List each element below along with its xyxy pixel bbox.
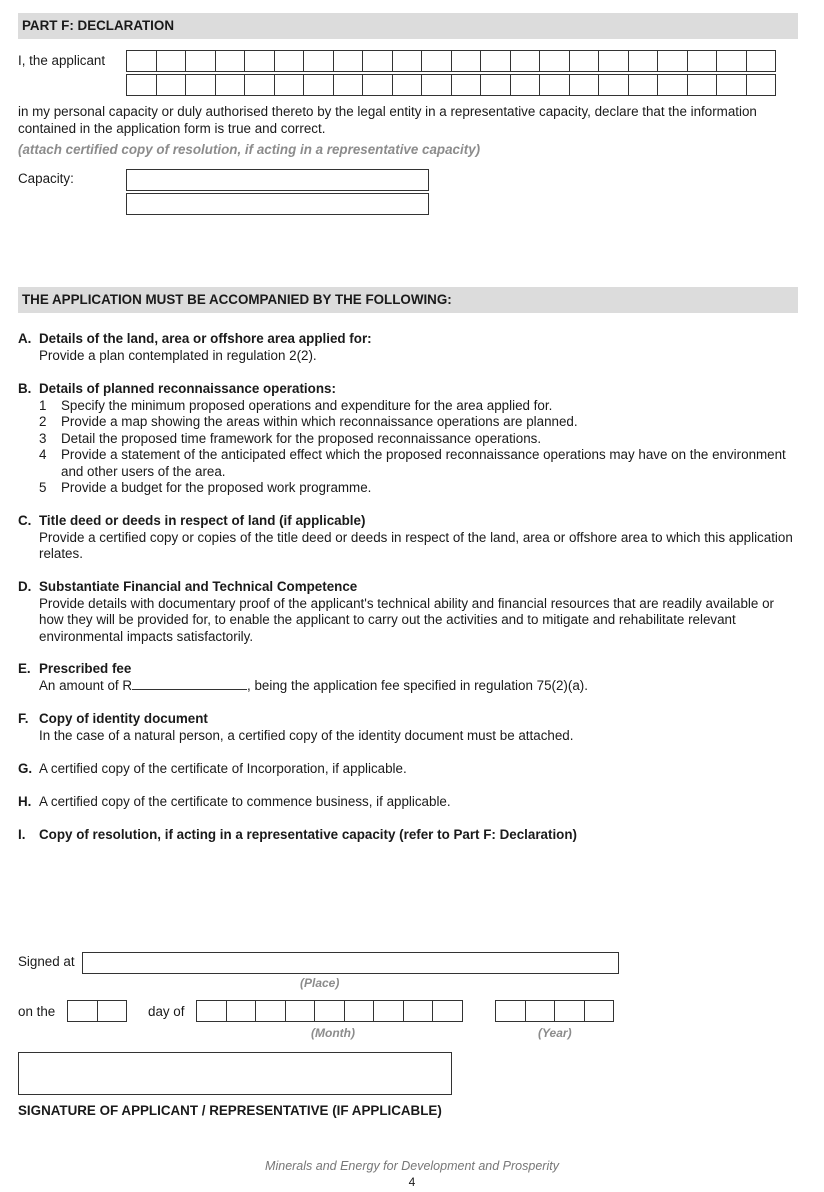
requirement-e [18,661,798,694]
declaration-statement: in my personal capacity or duly authorised thereto by the legal entity in a representative capacity, declare that the information contained in the application form is true and correct. [18,104,757,136]
requirement-i [18,827,798,844]
char-cell[interactable] [255,1000,286,1022]
year-grid[interactable] [495,1000,614,1022]
item-body: In the case of a natural person, a certified copy of the identity document must be attached. [39,727,574,743]
sub-item-text: Provide a budget for the proposed work programme. [61,480,372,495]
part-f-header: PART F: DECLARATION [18,13,798,39]
char-cell[interactable] [97,1000,128,1022]
item-letter: D. [18,579,32,594]
char-cell[interactable] [344,1000,375,1022]
char-cell[interactable] [510,74,541,96]
attach-note: (attach certified copy of resolution, if acting in a representative capacity) [18,142,481,157]
item-letter: B. [18,381,32,396]
char-cell[interactable] [244,74,275,96]
char-cell[interactable] [215,50,246,72]
item-body: Provide a plan contemplated in regulation 2(2). [39,347,317,363]
char-cell[interactable] [392,50,423,72]
char-cell[interactable] [432,1000,463,1022]
day-grid[interactable] [67,1000,127,1022]
char-cell[interactable] [333,50,364,72]
char-cell[interactable] [303,50,334,72]
capacity-field-2[interactable] [126,193,429,215]
on-the-label: on the [18,1004,56,1019]
item-body: A certified copy of the certificate of Incorporation, if applicable. [39,761,407,776]
item-body: Provide details with documentary proof of the applicant's technical ability and financial resources that are readily available or how they will be provided for, to enable the applicant to carry out the activities and to mitigate and rehabilitate relevant environmental impacts satisfactorily. [39,595,774,644]
char-cell[interactable] [362,50,393,72]
char-cell[interactable] [274,50,305,72]
item-heading: Title deed or deeds in respect of land (if applicable) [39,513,366,528]
char-cell[interactable] [303,74,334,96]
char-cell[interactable] [67,1000,98,1022]
applicant-name-grid-row-2[interactable] [126,74,776,96]
sub-item [39,398,798,415]
item-heading: Substantiate Financial and Technical Competence [39,579,358,594]
char-cell[interactable] [495,1000,526,1022]
char-cell[interactable] [628,50,659,72]
capacity-field-1[interactable] [126,169,429,191]
char-cell[interactable] [314,1000,345,1022]
signed-at-place-field[interactable] [82,952,619,974]
sub-item [39,431,798,448]
fee-amount-blank[interactable] [132,678,247,690]
char-cell[interactable] [421,74,452,96]
char-cell[interactable] [373,1000,404,1022]
fee-suffix: , being the application fee specified in regulation 75(2)(a). [247,677,588,693]
char-cell[interactable] [525,1000,556,1022]
sub-item-text: Provide a statement of the anticipated effect which the proposed reconnaissance operations may have on the environment and other users of the area. [61,447,786,479]
char-cell[interactable] [285,1000,316,1022]
signed-at-label: Signed at [18,954,75,969]
year-caption: (Year) [538,1026,572,1040]
item-body: A certified copy of the certificate to commence business, if applicable. [39,794,451,809]
item-letter: C. [18,513,32,528]
capacity-label: Capacity: [18,171,74,186]
item-letter: E. [18,661,31,676]
char-cell[interactable] [392,74,423,96]
signature-box[interactable] [18,1052,452,1095]
item-heading: Details of planned reconnaissance operations: [39,381,336,396]
char-cell[interactable] [584,1000,615,1022]
requirement-f [18,711,798,744]
char-cell[interactable] [215,74,246,96]
sub-item-number: 4 [39,447,47,462]
requirement-c [18,513,798,563]
accompany-header: THE APPLICATION MUST BE ACCOMPANIED BY THE FOLLOWING: [18,287,798,313]
month-caption: (Month) [311,1026,355,1040]
sub-item-number: 2 [39,414,47,429]
item-letter: H. [18,794,32,809]
char-cell[interactable] [126,74,157,96]
signature-label: SIGNATURE OF APPLICANT / REPRESENTATIVE (IF APPLICABLE) [18,1103,442,1118]
sub-item [39,447,798,480]
item-letter: I. [18,827,26,842]
sub-item-text: Specify the minimum proposed operations and expenditure for the area applied for. [61,397,553,413]
char-cell[interactable] [274,74,305,96]
requirement-d [18,579,798,645]
char-cell[interactable] [244,50,275,72]
char-cell[interactable] [480,74,511,96]
char-cell[interactable] [185,50,216,72]
char-cell[interactable] [716,74,747,96]
char-cell[interactable] [554,1000,585,1022]
char-cell[interactable] [746,50,777,72]
char-cell[interactable] [362,74,393,96]
sub-item-text: Provide a map showing the areas within which reconnaissance operations are planned. [61,414,578,429]
char-cell[interactable] [196,1000,227,1022]
char-cell[interactable] [226,1000,257,1022]
char-cell[interactable] [628,74,659,96]
char-cell[interactable] [687,74,718,96]
char-cell[interactable] [716,50,747,72]
item-heading: Details of the land, area or offshore area applied for: [39,331,372,346]
item-letter: A. [18,331,32,346]
place-caption: (Place) [300,976,340,990]
sub-item [39,480,798,497]
char-cell[interactable] [746,74,777,96]
char-cell[interactable] [657,50,688,72]
char-cell[interactable] [421,50,452,72]
item-heading: Copy of identity document [39,711,208,726]
sub-item-text: Detail the proposed time framework for the proposed reconnaissance operations. [61,430,542,446]
char-cell[interactable] [156,74,187,96]
applicant-label: I, the applicant [18,53,106,68]
sub-item-number: 5 [39,480,47,495]
char-cell[interactable] [451,74,482,96]
requirement-h [18,794,798,811]
month-grid[interactable] [196,1000,463,1022]
page-number: 4 [408,1175,416,1189]
char-cell[interactable] [403,1000,434,1022]
char-cell[interactable] [539,50,570,72]
item-heading: Copy of resolution, if acting in a representative capacity (refer to Part F: Declaration) [39,827,577,842]
item-body: Provide a certified copy or copies of the title deed or deeds in respect of the land, area or offshore area to which this application relates. [39,529,793,561]
sub-item [39,414,798,431]
char-cell[interactable] [569,74,600,96]
char-cell[interactable] [657,74,688,96]
fee-prefix: An amount of R [39,677,133,693]
requirement-g [18,761,798,778]
applicant-name-grid-row-1[interactable] [126,50,776,72]
footer-tagline: Minerals and Energy for Development and Prosperity [265,1159,559,1173]
char-cell[interactable] [569,50,600,72]
sub-item-number: 3 [39,430,47,446]
char-cell[interactable] [598,74,629,96]
char-cell[interactable] [598,50,629,72]
item-letter: G. [18,761,33,776]
char-cell[interactable] [510,50,541,72]
char-cell[interactable] [156,50,187,72]
char-cell[interactable] [126,50,157,72]
day-of-label: day of [148,1004,185,1019]
char-cell[interactable] [480,50,511,72]
item-letter: F. [18,711,29,726]
char-cell[interactable] [185,74,216,96]
item-heading: Prescribed fee [39,661,132,676]
char-cell[interactable] [333,74,364,96]
requirement-a [18,331,798,364]
sub-item-number: 1 [39,397,47,413]
requirement-b [18,381,798,497]
char-cell[interactable] [687,50,718,72]
char-cell[interactable] [451,50,482,72]
char-cell[interactable] [539,74,570,96]
item-body [39,678,798,695]
